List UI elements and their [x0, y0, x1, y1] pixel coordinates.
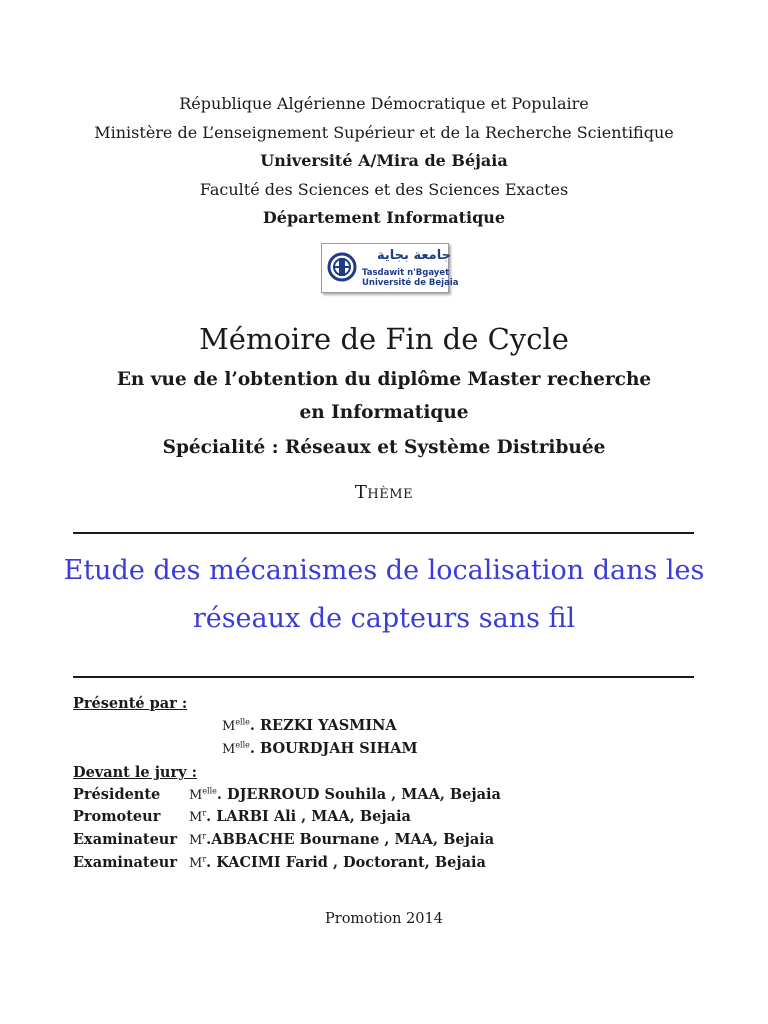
republic-line: République Algérienne Démocratique et Populaire [179, 94, 589, 113]
university-logo [321, 243, 459, 293]
speciality-line: Spécialité : Réseaux et Système Distribuée [162, 437, 606, 458]
jury-member-4-name: . KACIMI Farid , Doctorant, Bejaia [206, 854, 486, 871]
jury-member-2: $M^r$. LARBI Ali , MAA, Bejaia [189, 808, 411, 825]
department-line: Département Informatique [262, 208, 506, 227]
presented-by-label: Présenté par : [73, 695, 188, 712]
logo-arabic-text: جامعة بجاية [377, 248, 451, 263]
jury-label: Devant le jury : [73, 764, 197, 781]
university-line: Université A/Mira de Béjaia [260, 151, 508, 170]
theme-title-line-1: Etude des mécanismes de localisation dans les [63, 555, 705, 586]
top-rule [73, 532, 694, 534]
jury-member-3-name: .ABBACHE Bournane , MAA, Bejaia [206, 831, 495, 848]
jury-role-1: Présidente [73, 786, 161, 803]
student-1-name: . REZKI YASMINA [249, 717, 397, 734]
university-emblem-icon [322, 244, 459, 292]
theme-label: Thème [354, 482, 414, 503]
theme-title-line-2: réseaux de capteurs sans fil [192, 603, 576, 634]
bottom-rule [73, 676, 694, 678]
jury-role-2: Promoteur [73, 808, 161, 825]
logo-french-name: Université de Bejaia [362, 278, 459, 288]
jury-member-1-name: . DJERROUD Souhila , MAA, Bejaia [216, 786, 501, 803]
jury-member-2-name: . LARBI Ali , MAA, Bejaia [206, 808, 411, 825]
jury-role-3: Examinateur [73, 831, 177, 848]
student-2-name: . BOURDJAH SIHAM [249, 740, 418, 757]
promotion-year: Promotion 2014 [325, 911, 443, 927]
subtitle-line-1: En vue de l’obtention du diplôme Master recherche [116, 369, 652, 390]
student-1: $M^{elle}$. REZKI YASMINA [222, 717, 397, 734]
jury-role-4: Examinateur [73, 854, 177, 871]
ministry-line: Ministère de L’enseignement Supérieur et de la Recherche Scientifique [94, 123, 674, 142]
jury-member-1: $M^{elle}$. DJERROUD Souhila , MAA, Bejaia [189, 786, 501, 803]
memoir-title: Mémoire de Fin de Cycle [199, 322, 569, 356]
subtitle-line-2: en Informatique [299, 402, 469, 423]
jury-member-4: $M^r$. KACIMI Farid , Doctorant, Bejaia [189, 854, 486, 871]
jury-member-3: $M^r.ABBACHE$ Bournane , MAA, Bejaia [189, 831, 495, 848]
logo-kabyle-name: Tasdawit n'Bgayet [362, 268, 450, 278]
faculty-line: Faculté des Sciences et des Sciences Exactes [199, 180, 569, 199]
student-2: $M^{elle}$. BOURDJAH SIHAM [222, 740, 418, 757]
